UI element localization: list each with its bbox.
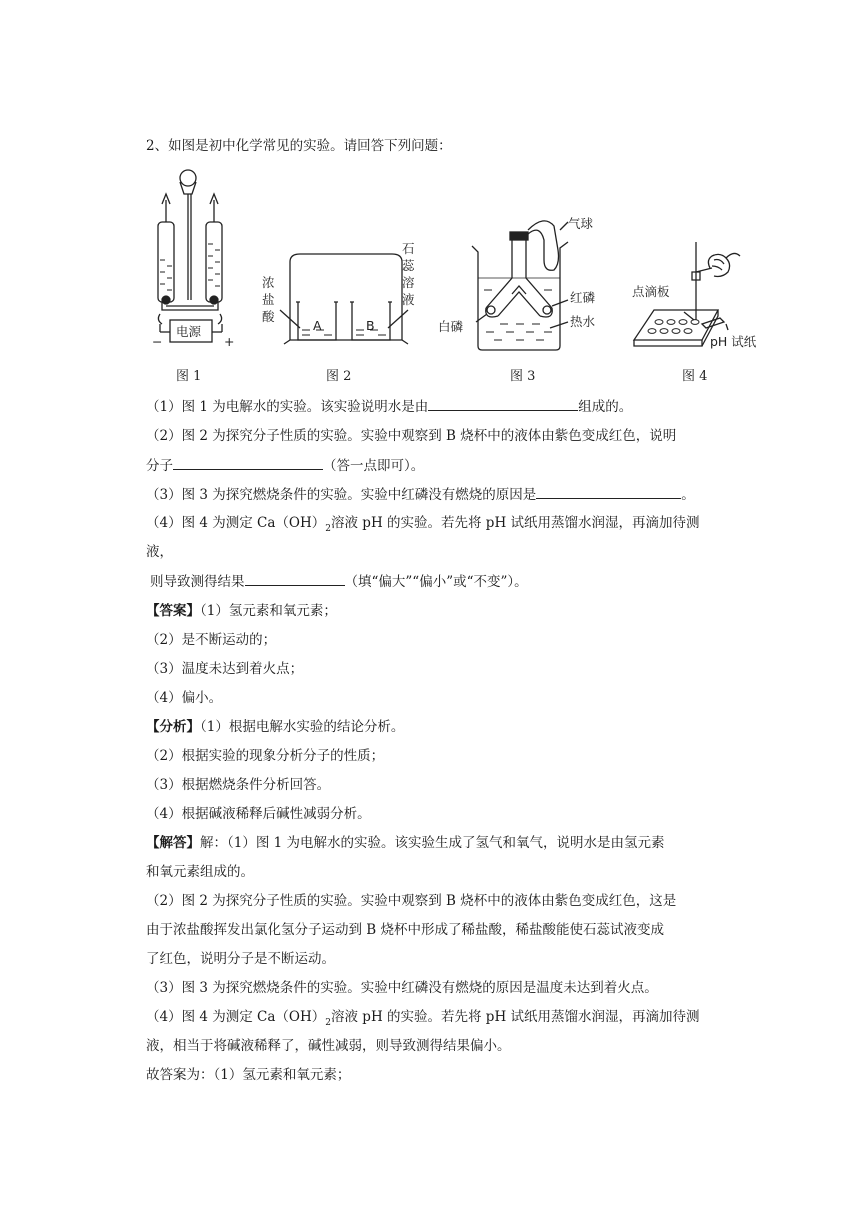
solution-1-text: 解：（1）图 1 为电解水的实验。该实验生成了氢气和氧气，说明水是由氢元素 [200, 835, 665, 851]
q3-text-end: 。 [681, 487, 695, 503]
analysis-1-text: （1）根据电解水实验的结论分析。 [200, 719, 405, 735]
solution-4-subscript: 2 [325, 1018, 332, 1028]
solution-1 [146, 833, 665, 853]
q2-text-end: （答一点即可）。 [323, 458, 425, 474]
solution-4-text: （4）图 4 为测定 Ca（OH） [146, 1009, 326, 1025]
fig1-electrolysis-apparatus [158, 170, 222, 342]
solution-4-text-cont: 溶液 pH 的实验。若先将 pH 试纸用蒸馏水润湿，再滴加待测 [331, 1009, 700, 1025]
question-4-cont2 [150, 571, 528, 592]
solution-4-cont: 液，相当于将碱液稀释了，碱性减弱，则导致测得结果偏小。 [146, 1038, 511, 1054]
solution-2-cont2: 了红色，说明分子是不断运动。 [146, 951, 335, 967]
fig2-left-label-1: 浓 [262, 275, 275, 290]
fig2-beaker-b-label: B [366, 318, 375, 333]
question-2-cont [146, 455, 424, 476]
solution-2: （2）图 2 为探究分子性质的实验。实验中观察到 B 烧杯中的液体由紫色变成红色，这是 [146, 893, 677, 909]
fig2-left-label-2: 盐 [262, 292, 275, 307]
q1-blank[interactable] [428, 396, 578, 411]
fig3-caption: 图 3 [510, 369, 536, 384]
question-2: （2）图 2 为探究分子性质的实验。实验中观察到 B 烧杯中的液体由紫色变成红色，说明 [146, 428, 677, 444]
q3-blank[interactable] [536, 484, 681, 499]
fig2-right-label-4: 液 [402, 292, 415, 307]
analysis-2: （2）根据实验的现象分析分子的性质； [146, 748, 385, 764]
answer-tag: 【答案】 [146, 603, 200, 619]
fig2-molecule-apparatus [280, 254, 408, 344]
figures-row [140, 160, 780, 390]
answer-2: （2）是不断运动的； [146, 632, 277, 648]
fig2-right-label-3: 溶 [402, 275, 415, 290]
q4-text-end: （填“偏大”“偏小”或“不变”）。 [344, 574, 528, 590]
q4-blank[interactable] [245, 571, 345, 586]
fig4-labels [632, 284, 757, 384]
answer-4: （4）偏小。 [146, 690, 223, 706]
fig2-labels [262, 241, 415, 384]
q4-text-2: 则导致测得结果 [150, 574, 245, 590]
fig2-caption: 图 2 [326, 369, 352, 384]
solution-3: （3）图 3 为探究燃烧条件的实验。实验中红磷没有燃烧的原因是温度未达到着火点。 [146, 980, 658, 996]
q4-text: （4）图 4 为测定 Ca（OH） [146, 515, 326, 531]
fig1-power-label: 电源 [176, 324, 202, 339]
fig3-combustion-apparatus [472, 221, 568, 350]
fig2-beaker-a-label: A [313, 318, 322, 333]
solution-2-cont: 由于浓盐酸挥发出氯化氢分子运动到 B 烧杯中形成了稀盐酸，稀盐酸能使石蕊试液变成 [146, 922, 665, 938]
question-1 [146, 396, 632, 417]
q4-text-cont: 溶液 pH 的实验。若先将 pH 试纸用蒸馏水润湿，再滴加待测 [331, 515, 700, 531]
q1-text-end: 组成的。 [578, 399, 633, 415]
analysis-1 [146, 717, 404, 737]
fig2-left-label-3: 酸 [262, 309, 275, 324]
analysis-tag: 【分析】 [146, 719, 200, 735]
final-answer: 故答案为：（1）氢元素和氧元素； [146, 1067, 351, 1083]
answer-3: （3）温度未达到着火点； [146, 661, 304, 677]
question-3 [146, 484, 695, 505]
fig4-caption: 图 4 [682, 369, 708, 384]
analysis-3: （3）根据燃烧条件分析回答。 [146, 777, 331, 793]
analysis-4: （4）根据碱液稀释后碱性减弱分析。 [146, 806, 371, 822]
solution-tag: 【解答】 [146, 835, 200, 851]
figures-svg [140, 160, 780, 390]
fig3-white-p-label: 白磷 [438, 319, 464, 334]
fig3-red-p-label: 红磷 [570, 290, 596, 305]
question-4 [146, 513, 700, 539]
fig2-right-label-2: 蕊 [402, 258, 415, 273]
q2-blank[interactable] [173, 455, 323, 470]
question-title: 2、如图是初中化学常见的实验。请回答下列问题： [146, 138, 452, 154]
solution-1-cont: 和氧元素组成的。 [146, 864, 254, 880]
q2-text: 分子 [146, 458, 173, 474]
fig1-caption: 图 1 [176, 369, 202, 384]
q1-text: （1）图 1 为电解水的实验。该实验说明水是由 [146, 399, 429, 415]
fig1-plus-label: + [224, 334, 235, 349]
answer-1 [146, 601, 337, 621]
fig3-hot-water-label: 热水 [570, 314, 596, 329]
fig2-right-label-1: 石 [402, 241, 415, 256]
answer-1-text: （1）氢元素和氧元素； [200, 603, 337, 619]
fig1-labels [152, 324, 234, 384]
fig4-plate-label: 点滴板 [632, 284, 670, 299]
q3-text: （3）图 3 为探究燃烧条件的实验。实验中红磷没有燃烧的原因是 [146, 487, 537, 503]
fig4-paper-label: pH 试纸 [710, 334, 757, 349]
question-4-cont: 液， [146, 544, 173, 560]
q4-subscript: 2 [325, 524, 332, 534]
fig1-minus-label: − [152, 334, 163, 349]
solution-4 [146, 1007, 700, 1033]
fig3-labels [438, 216, 596, 384]
fig3-balloon-label: 气球 [568, 216, 594, 231]
